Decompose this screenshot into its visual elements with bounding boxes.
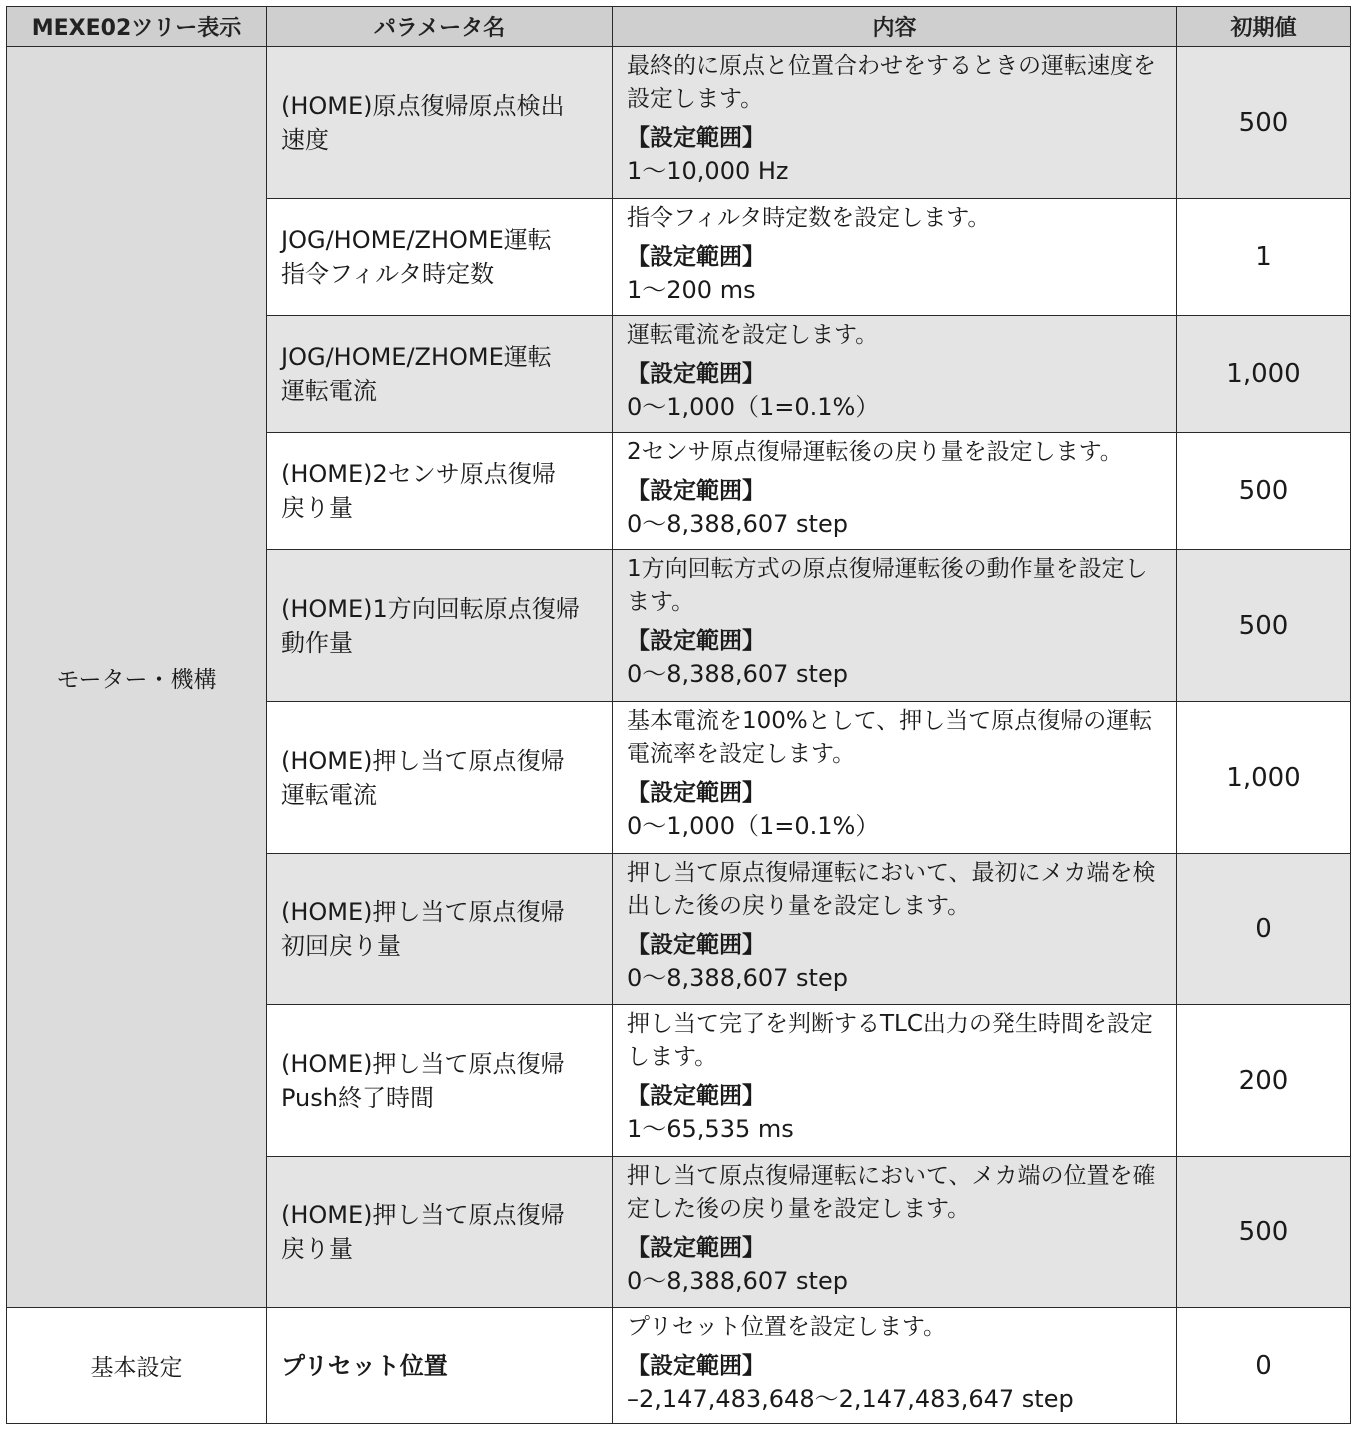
header-tree: MEXE02ツリー表示: [7, 7, 267, 47]
param-description: [613, 1005, 1177, 1157]
default-value: 1,000: [1177, 702, 1351, 854]
param-name-line1: (HOME)押し当て原点復帰: [281, 1049, 565, 1078]
param-name-line2: 運転電流: [281, 377, 377, 405]
param-description: [613, 433, 1177, 550]
param-name-line1: JOG/HOME/ZHOME運転: [281, 226, 552, 254]
param-name: [267, 1005, 613, 1157]
range-value: 0～8,388,607 step: [627, 660, 848, 688]
range-value: 0～1,000（1=0.1%）: [627, 812, 880, 840]
param-description: [613, 47, 1177, 199]
range-title: 【設定範囲】: [627, 932, 765, 958]
table-row: [7, 47, 1351, 199]
param-name-line2: 運転電流: [281, 780, 377, 809]
description-text: 押し当て原点復帰運転において、メカ端の位置を確定した後の戻り量を設定します。: [627, 1163, 1156, 1222]
header-content: 内容: [613, 7, 1177, 47]
range-value: 1～200 ms: [627, 276, 756, 304]
param-name-line2: 指令フィルタ時定数: [281, 260, 495, 288]
default-value: 500: [1177, 1157, 1351, 1308]
param-name-line2: 速度: [281, 125, 329, 154]
param-name-line1: (HOME)2センサ原点復帰: [281, 460, 556, 488]
range-value: 0～8,388,607 step: [627, 510, 848, 538]
param-description: [613, 702, 1177, 854]
param-name: [267, 854, 613, 1005]
range-title: 【設定範囲】: [627, 1083, 765, 1109]
param-name-line1: プリセット位置: [281, 1351, 448, 1380]
table-row: [7, 1308, 1351, 1424]
description-text: 押し当て完了を判断するTLC出力の発生時間を設定します。: [627, 1011, 1153, 1070]
group-basic: 基本設定: [7, 1308, 267, 1424]
parameter-table: [6, 6, 1351, 1424]
default-value: 500: [1177, 47, 1351, 199]
param-name-line1: (HOME)原点復帰原点検出: [281, 91, 565, 120]
param-name-line1: (HOME)押し当て原点復帰: [281, 746, 565, 775]
range-title: 【設定範囲】: [627, 1235, 765, 1261]
description-text: 基本電流を100%として、押し当て原点復帰の運転電流率を設定します。: [627, 708, 1153, 767]
range-title: 【設定範囲】: [627, 780, 765, 806]
param-description: [613, 1308, 1177, 1424]
description-text: プリセット位置を設定します。: [627, 1314, 947, 1340]
range-value: 0～8,388,607 step: [627, 1267, 848, 1295]
range-title: 【設定範囲】: [627, 125, 765, 151]
param-name-line1: (HOME)押し当て原点復帰: [281, 1201, 565, 1229]
param-description: [613, 854, 1177, 1005]
description-text: 2センサ原点復帰運転後の戻り量を設定します。: [627, 439, 1123, 465]
param-name: [267, 316, 613, 433]
param-name: [267, 199, 613, 316]
param-name-line2: Push終了時間: [281, 1083, 434, 1112]
param-name-line2: 初回戻り量: [281, 932, 401, 960]
description-text: 1方向回転方式の原点復帰運転後の動作量を設定します。: [627, 556, 1148, 615]
default-value: 0: [1177, 1308, 1351, 1424]
range-title: 【設定範囲】: [627, 244, 765, 270]
default-value: 1: [1177, 199, 1351, 316]
description-text: 運転電流を設定します。: [627, 322, 879, 348]
description-text: 押し当て原点復帰運転において、最初にメカ端を検出した後の戻り量を設定します。: [627, 860, 1156, 919]
default-value: 1,000: [1177, 316, 1351, 433]
param-description: [613, 316, 1177, 433]
param-description: [613, 550, 1177, 702]
description-text: 最終的に原点と位置合わせをするときの運転速度を設定します。: [627, 53, 1156, 112]
range-value: 0～1,000（1=0.1%）: [627, 393, 880, 421]
range-value: –2,147,483,648～2,147,483,647 step: [627, 1385, 1074, 1413]
param-name: [267, 550, 613, 702]
description-text: 指令フィルタ時定数を設定します。: [627, 205, 991, 231]
param-name-line2: 動作量: [281, 628, 353, 657]
param-name-line1: JOG/HOME/ZHOME運転: [281, 343, 552, 371]
param-name: [267, 1308, 613, 1424]
range-title: 【設定範囲】: [627, 361, 765, 387]
range-value: 1～10,000 Hz: [627, 157, 789, 185]
param-name-line1: (HOME)1方向回転原点復帰: [281, 594, 580, 623]
default-value: 200: [1177, 1005, 1351, 1157]
group-motor: モーター・機構: [7, 47, 267, 1308]
param-name: [267, 433, 613, 550]
param-description: [613, 199, 1177, 316]
header-default: 初期値: [1177, 7, 1351, 47]
range-value: 0～8,388,607 step: [627, 964, 848, 992]
param-name: [267, 47, 613, 199]
range-value: 1～65,535 ms: [627, 1115, 794, 1143]
param-name-line1: (HOME)押し当て原点復帰: [281, 898, 565, 926]
default-value: 500: [1177, 550, 1351, 702]
range-title: 【設定範囲】: [627, 628, 765, 654]
default-value: 0: [1177, 854, 1351, 1005]
range-title: 【設定範囲】: [627, 478, 765, 504]
range-title: 【設定範囲】: [627, 1353, 765, 1379]
param-description: [613, 1157, 1177, 1308]
header-name: パラメータ名: [267, 7, 613, 47]
default-value: 500: [1177, 433, 1351, 550]
param-name-line2: 戻り量: [281, 1235, 353, 1263]
param-name: [267, 702, 613, 854]
param-name: [267, 1157, 613, 1308]
table-header-row: [7, 7, 1351, 47]
param-name-line2: 戻り量: [281, 494, 353, 522]
